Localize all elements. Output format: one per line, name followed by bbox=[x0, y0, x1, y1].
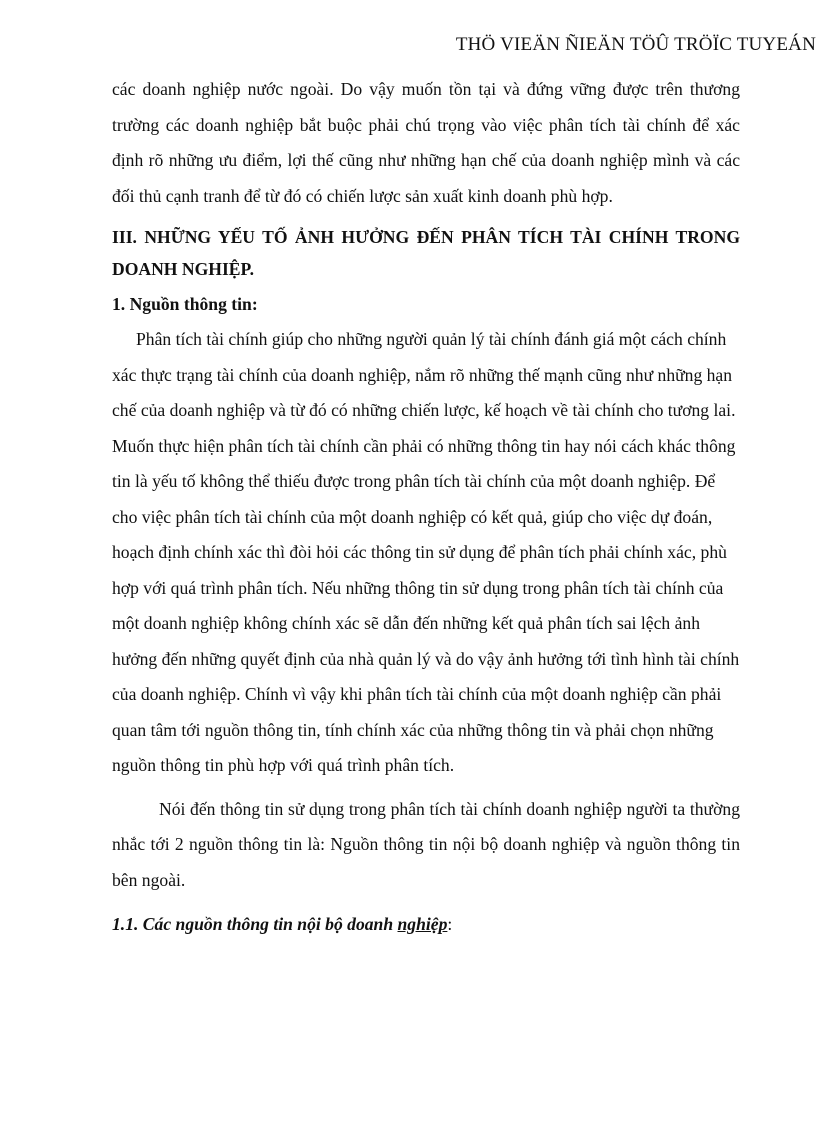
subsection-heading-1-1-colon: : bbox=[447, 914, 453, 934]
document-body bbox=[112, 72, 740, 940]
paragraph-intro: các doanh nghiệp nước ngoài. Do vậy muốn tồn tại và đứng vững được trên thương trường các doanh nghiệp bắt buộc phải chú trọng vào việc phân tích tài chính để xác định rõ những ưu điểm, lợi thế cũng như những hạn chế của doanh nghiệp mình và các đối thủ cạnh tranh để từ đó có chiến lược sản xuất kinh doanh phù hợp. bbox=[112, 79, 740, 206]
paragraph-information-sources: Nói đến thông tin sử dụng trong phân tích tài chính doanh nghiệp người ta thường nhắc tới 2 nguồn thông tin là: Nguồn thông tin nội bộ doanh nghiệp và nguồn thông tin bên ngoài. bbox=[112, 798, 740, 890]
subsection-heading-1-1 bbox=[112, 908, 740, 940]
subsection-heading-1-1-underlined: nghiệp bbox=[397, 914, 448, 934]
page-header: THÖ VIEÄN ÑIEÄN TÖÛ TRÖÏC TUYEÁN bbox=[455, 34, 816, 55]
subsection-heading-1: 1. Nguồn thông tin: bbox=[112, 294, 258, 314]
paragraph-financial-analysis: Phân tích tài chính giúp cho những người quản lý tài chính đánh giá một cách chính xác thực trạng tài chính của doanh nghiệp, nắm rõ những thế mạnh cũng như những hạn chế của doanh nghiệp và từ đó có những chiến lược, kế hoạch về tài chính cho tương lai. Muốn thực hiện phân tích tài chính cần phải có những thông tin hay nói cách khác thông tin là yếu tố không thể thiếu được trong phân tích tài chính của một doanh nghiệp. Để cho việc phân tích tài chính của một doanh nghiệp có kết quả, giúp cho việc dự đoán, hoạch định chính xác thì đòi hỏi các thông tin sử dụng để phân tích phải chính xác, phù hợp với quá trình phân tích. Nếu những thông tin sử dụng trong phân tích tài chính của một doanh nghiệp không chính xác sẽ dẫn đến những kết quả phân tích sai lệch ảnh hưởng đến những quyết định của nhà quản lý và do vậy ảnh hưởng tới tình hình tài chính của doanh nghiệp. Chính vì vậy khi phân tích tài chính của một doanh nghiệp cần phải quan tâm tới nguồn thông tin, tính chính xác của những thông tin và phải chọn những nguồn thông tin phù hợp với quá trình phân tích. bbox=[112, 329, 740, 775]
section-heading-iii: III. NHỮNG YẾU TỐ ẢNH HƯỞNG ĐẾN PHÂN TÍCH TÀI CHÍNH TRONG DOANH NGHIỆP. bbox=[112, 227, 740, 279]
subsection-heading-1-1-text: 1.1. Các nguồn thông tin nội bộ doanh bbox=[112, 914, 398, 934]
